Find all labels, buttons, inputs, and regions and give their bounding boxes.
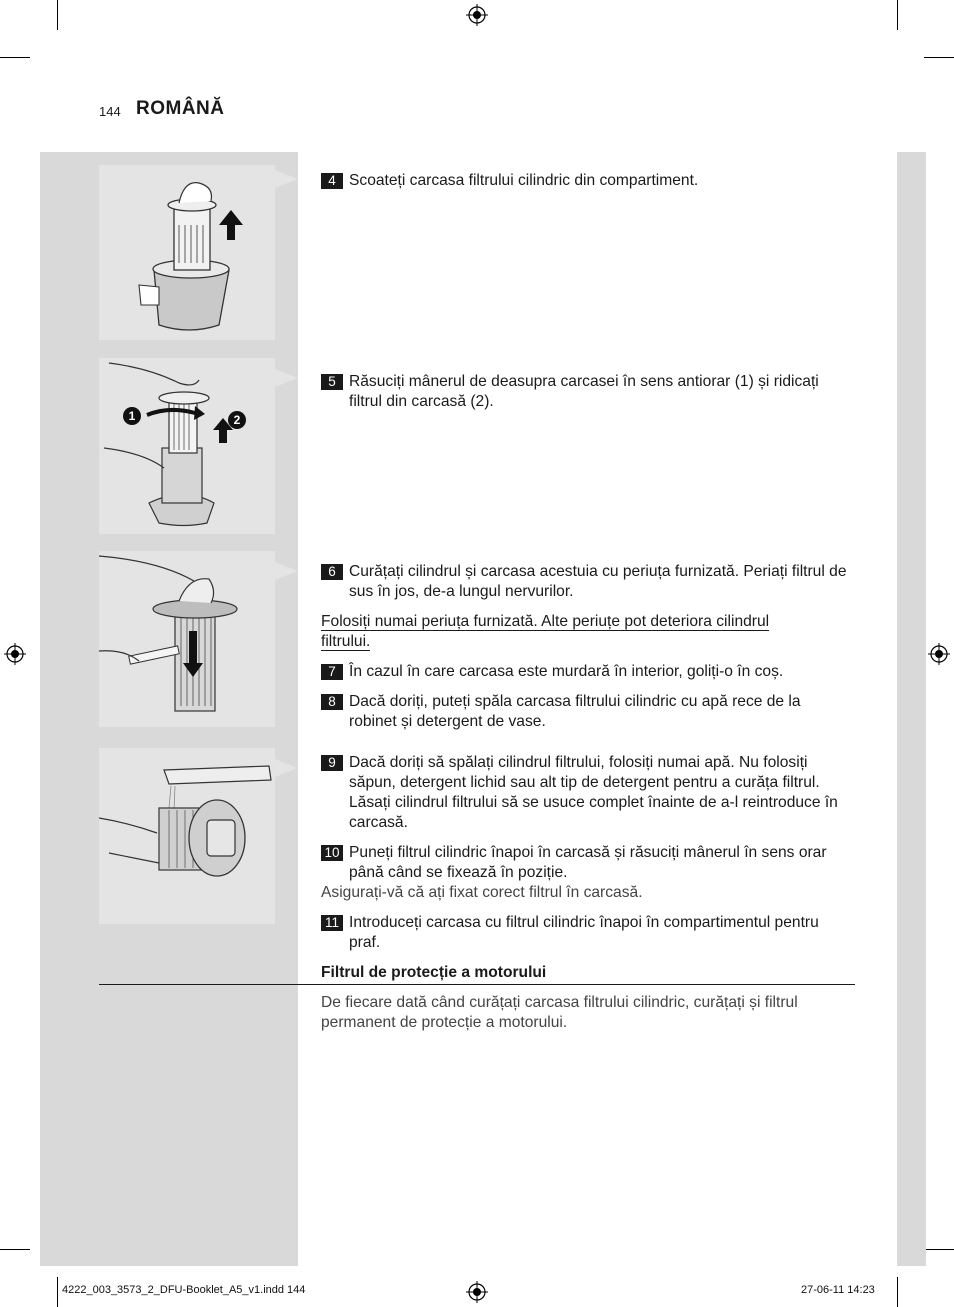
step-7	[321, 662, 855, 682]
registration-mark-icon	[466, 4, 488, 26]
step-text: Scoateți carcasa filtrului cilindric din compartiment.	[349, 172, 699, 189]
step-text: Dacă doriți, puteți spăla carcasa filtrului cilindric cu apă rece de la robinet și detergent de vase.	[349, 693, 801, 730]
step-number: 5	[321, 374, 343, 390]
step-text: În cazul în care carcasa este murdară în interior, goliți-o în coș.	[349, 663, 784, 680]
step-number: 9	[321, 755, 343, 771]
step-number: 11	[321, 915, 343, 931]
illustration-brush-filter	[99, 551, 275, 727]
section-divider	[99, 984, 855, 985]
step-5	[321, 372, 841, 412]
callout-pointer	[275, 562, 298, 580]
crop-mark	[897, 1277, 898, 1307]
registration-mark-icon	[928, 643, 950, 665]
step-number: 7	[321, 664, 343, 680]
crop-mark	[0, 1249, 30, 1250]
step-6	[321, 562, 855, 602]
check-fixed-note: Asigurați-vă că ați fixat corect filtrul în carcasă.	[321, 884, 643, 901]
step-number: 8	[321, 694, 343, 710]
step-number: 4	[321, 173, 343, 189]
registration-mark-icon	[466, 1281, 488, 1303]
illustration-remove-housing	[99, 165, 275, 340]
registration-mark-icon	[4, 643, 26, 665]
crop-mark	[924, 1249, 954, 1250]
step-number: 6	[321, 564, 343, 580]
step-4	[321, 171, 855, 191]
footer-date: 27-06-11 14:23	[801, 1284, 875, 1296]
brush-warning-note: Folosiți numai periuța furnizată. Alte periuțe pot deteriora cilindrul filtrului.	[321, 613, 770, 650]
step-number: 10	[321, 845, 343, 861]
section-heading: Filtrul de protecție a motorului	[321, 964, 547, 981]
callout-pointer	[275, 369, 298, 387]
step-11	[321, 913, 821, 953]
step-text: Introduceți carcasa cu filtrul cilindric înapoi în compartimentul pentru praf.	[349, 914, 819, 951]
callout-pointer	[275, 759, 298, 777]
step-text: Puneți filtrul cilindric înapoi în carcasă și răsuciți mânerul în sens orar până când se fixează în poziție.	[349, 844, 827, 881]
crop-mark	[57, 1277, 58, 1307]
step-text: Dacă doriți să spălați cilindrul filtrului, folosiți numai apă. Nu folosiți săpun, detergent lichid sau alt tip de detergent pentru a curăța filtrul. Lăsați cilindrul filtrului să se usuce complet înainte de a-l reintroduce în carcasă.	[349, 754, 838, 831]
step-text: Curățați cilindrul și carcasa acestuia cu periuța furnizată. Periați filtrul de sus în jos, de-a lungul nervurilor.	[349, 563, 847, 600]
page-number: 144	[99, 104, 121, 119]
crop-mark	[0, 57, 30, 58]
step-8	[321, 692, 831, 732]
page-title: ROMÂNĂ	[136, 98, 225, 119]
right-margin-panel	[897, 152, 926, 1266]
crop-mark	[897, 0, 898, 30]
step-10	[321, 843, 855, 883]
crop-mark	[924, 57, 954, 58]
callout-2-label: 2	[233, 413, 241, 427]
step-9	[321, 753, 855, 833]
crop-mark	[57, 0, 58, 30]
callout-1-label: 1	[128, 409, 136, 423]
footer-file-info: 4222_003_3573_2_DFU-Booklet_A5_v1.indd 144	[62, 1284, 306, 1296]
callout-pointer	[275, 170, 298, 188]
illustration-rinse-filter	[99, 748, 275, 924]
step-text: Răsuciți mânerul de deasupra carcasei în sens antiorar (1) și ridicați filtrul din carcasă (2).	[349, 373, 819, 410]
illustration-twist-handle	[99, 358, 275, 534]
section-body: De fiecare dată când curățați carcasa filtrului cilindric, curățați și filtrul permanent de protecție a motorului.	[321, 994, 798, 1031]
